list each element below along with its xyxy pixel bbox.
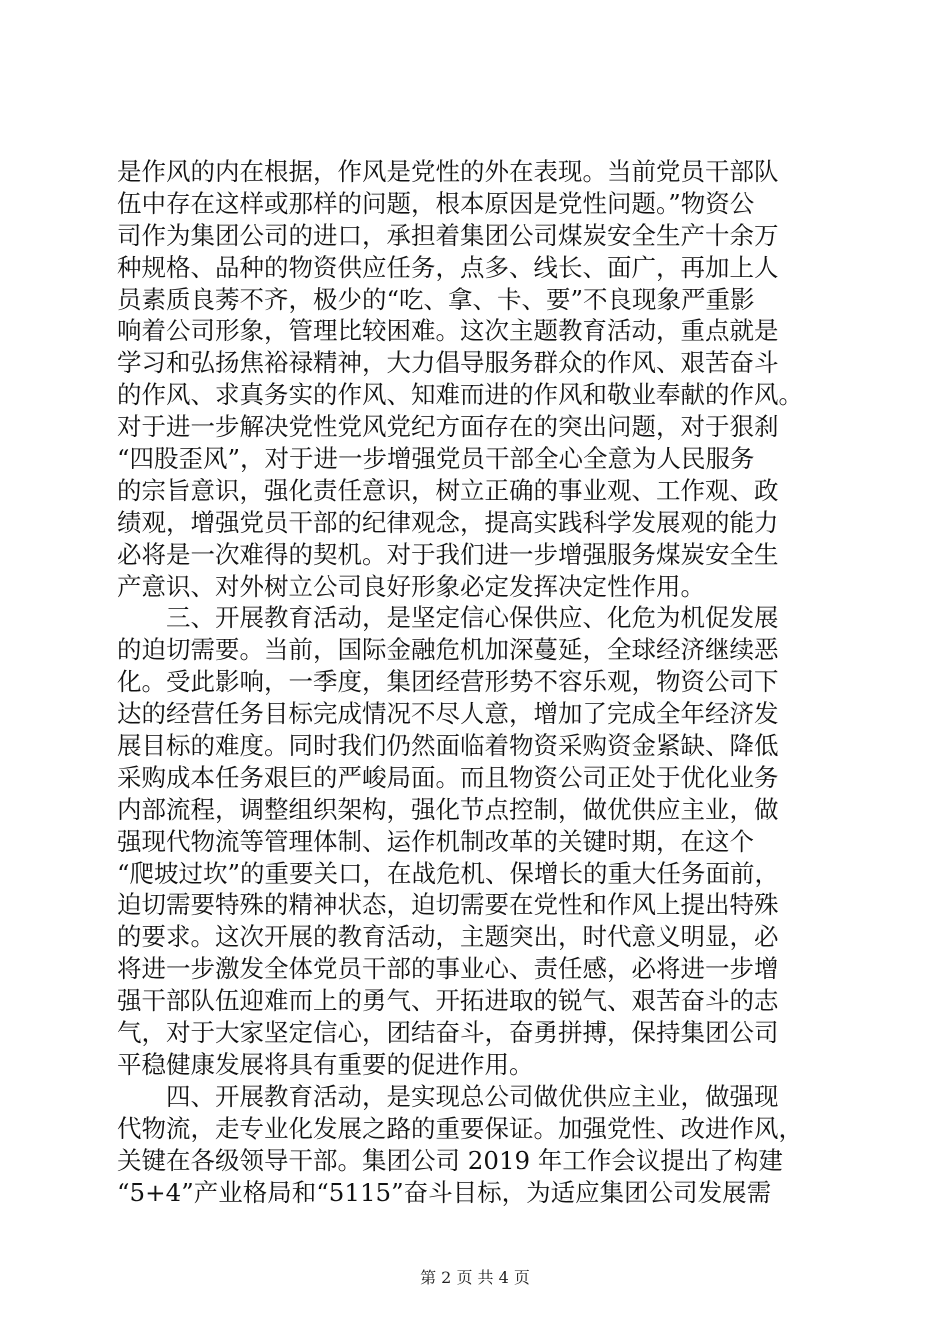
text-line: 达的经营任务目标完成情况不尽人意，增加了完成全年经济发 (117, 699, 779, 729)
text-line: 响着公司形象，管理比较困难。这次主题教育活动，重点就是 (117, 316, 779, 346)
document-body (117, 156, 857, 1208)
text-line: 产意识、对外树立公司良好形象必定发挥决定性作用。 (117, 571, 705, 601)
text-line: 绩观，增强党员干部的纪律观念，提高实践科学发展观的能力 (117, 507, 779, 537)
text-line: 代物流，走专业化发展之路的重要保证。加强党性、改进作风， (117, 1113, 803, 1143)
text-line: 员素质良莠不齐，极少的“吃、拿、卡、要”不良现象严重影 (117, 284, 755, 314)
text-line: 是作风的内在根据，作风是党性的外在表现。当前党员干部队 (117, 157, 779, 186)
text-line: “5+4”产业格局和“5115”奋斗目标，为适应集团公司发展需 (117, 1177, 772, 1207)
text-line: 对于进一步解决党性党风党纪方面存在的突出问题，对于狠刹 (117, 412, 779, 442)
text-line: 必将是一次难得的契机。对于我们进一步增强服务煤炭安全生 (117, 539, 779, 569)
text-line: 气，对于大家坚定信心，团结奋斗，奋勇拼搏，保持集团公司 (117, 1018, 779, 1048)
text-line: 伍中存在这样或那样的问题，根本原因是党性问题。”物资公 (117, 188, 755, 218)
text-line: 四、开展教育活动，是实现总公司做优供应主业，做强现 (117, 1081, 779, 1111)
text-line: 采购成本任务艰巨的严峻局面。而且物资公司正处于优化业务 (117, 762, 779, 792)
text-line: “爬坡过坎”的重要关口，在战危机、保增长的重大任务面前， (117, 858, 780, 888)
text-line: 的迫切需要。当前，国际金融危机加深蔓延，全球经济继续恶 (117, 635, 779, 665)
text-line: 的要求。这次开展的教育活动，主题突出，时代意义明显，必 (117, 922, 779, 952)
text-line: 平稳健康发展将具有重要的促进作用。 (117, 1049, 534, 1079)
page-footer: 第 2 页 共 4 页 (420, 1268, 530, 1287)
text-line: 学习和弘扬焦裕禄精神，大力倡导服务群众的作风、艰苦奋斗 (117, 348, 779, 378)
text-line: 将进一步激发全体党员干部的事业心、责任感，必将进一步增 (117, 954, 779, 984)
text-line: 展目标的难度。同时我们仍然面临着物资采购资金紧缺、降低 (117, 731, 779, 761)
text-line: 强干部队伍迎难而上的勇气、开拓进取的锐气、艰苦奋斗的志 (117, 986, 779, 1016)
text-line: 化。受此影响，一季度，集团经营形势不容乐观，物资公司下 (117, 667, 779, 697)
text-line: 的宗旨意识，强化责任意识，树立正确的事业观、工作观、政 (117, 475, 779, 505)
text-line: 关键在各级领导干部。集团公司 2019 年工作会议提出了构建 (117, 1145, 783, 1175)
text-line: 三、开展教育活动，是坚定信心保供应、化危为机促发展 (117, 603, 779, 633)
text-line: 迫切需要特殊的精神状态，迫切需要在党性和作风上提出特殊 (117, 890, 779, 920)
text-line: “四股歪风”，对于进一步增强党员干部全心全意为人民服务 (117, 444, 755, 474)
text-line: 内部流程，调整组织架构，强化节点控制，做优供应主业，做 (117, 794, 779, 824)
text-line: 司作为集团公司的进口，承担着集团公司煤炭安全生产十余万 (117, 220, 779, 250)
text-line: 种规格、品种的物资供应任务，点多、线长、面广，再加上人 (117, 252, 779, 282)
text-line: 强现代物流等管理体制、运作机制改革的关键时期，在这个 (117, 826, 754, 856)
text-line: 的作风、求真务实的作风、知难而进的作风和敬业奉献的作风。 (117, 380, 803, 410)
